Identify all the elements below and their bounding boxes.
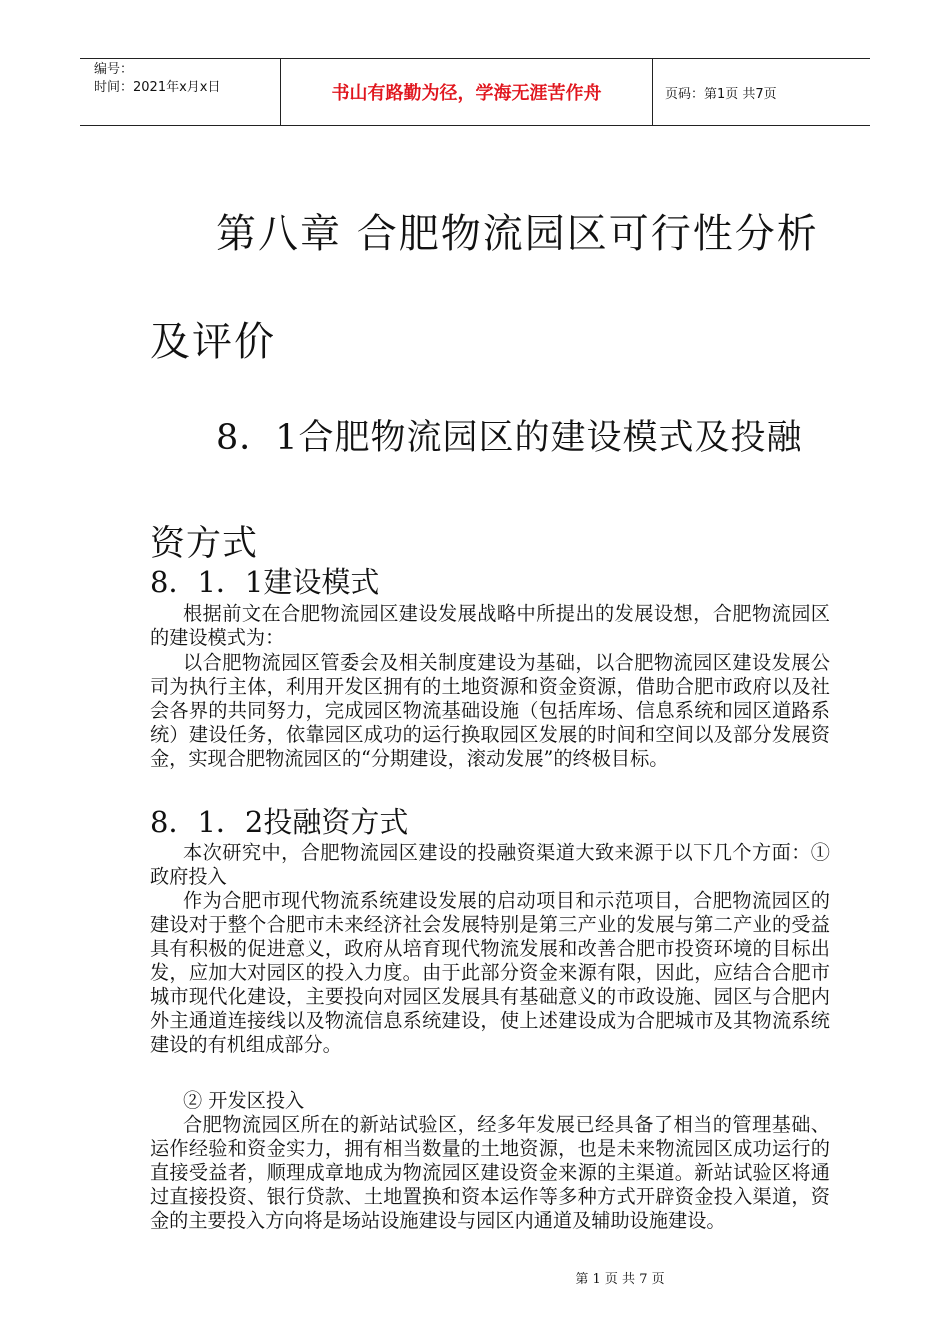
paragraph: 根据前文在合肥物流园区建设发展战略中所提出的发展设想，合肥物流园区的建设模式为： — [150, 602, 830, 649]
subsection-title-financing: 8．1．2投融资方式 — [150, 805, 409, 839]
chapter-title: 第八章 合肥物流园区可行性分析及评价 — [150, 211, 819, 365]
page-footer: 第 1 页 共 7 页 — [575, 1272, 665, 1287]
page-header — [80, 58, 870, 126]
number-label: 编号： — [94, 62, 134, 77]
paragraph: 合肥物流园区所在的新站试验区，经多年发展已经具备了相当的管理基础、运作经验和资金实力，拥有相当数量的土地资源，也是未来物流园区成功运行的直接受益者，顺理成章地成为物流园区建设资金来源的主渠道。新站试验区将通过直接投资、银行贷款、土地置换和资本运作等多种方式开辟资金投入渠道，资金的主要投入方向将是场站设施建设与园区内通道及辅助设施建设。 — [150, 1113, 830, 1232]
paragraph: 作为合肥市现代物流系统建设发展的启动项目和示范项目，合肥物流园区的建设对于整个合肥市未来经济社会发展特别是第三产业的发展与第二产业的受益具有积极的促进意义，政府从培育现代物流发展和改善合肥市投资环境的目标出发，应加大对园区的投入力度。由于此部分资金来源有限，因此，应结合合肥市城市现代化建设，主要投向对园区发展具有基础意义的市政设施、园区与合肥内外主通道连接线以及物流信息系统建设，使上述建设成为合肥城市及其物流系统建设的有机组成部分。 — [150, 889, 830, 1056]
subsection-title-construction-mode: 8．1．1建设模式 — [150, 565, 380, 599]
paragraph: ② 开发区投入 — [183, 1089, 305, 1112]
header-motto: 书山有路勤为径，学海无涯苦作舟 — [281, 59, 653, 125]
section-title: 8．1合肥物流园区的建设模式及投融资方式 — [150, 418, 803, 564]
header-info-cell — [80, 59, 281, 125]
time-label: 时间：2021年x月x日 — [94, 80, 221, 95]
paragraph: 以合肥物流园区管委会及相关制度建设为基础，以合肥物流园区建设发展公司为执行主体，利用开发区拥有的土地资源和资金资源，借助合肥市政府以及社会各界的共同努力，完成园区物流基础设施（包括库场、信息系统和园区道路系统）建设任务，依靠园区成功的运行换取园区发展的时间和空间以及部分发展资金，实现合肥物流园区的“分期建设，滚动发展”的终极目标。 — [150, 651, 830, 770]
header-page-code: 页码：第1页 共7页 — [665, 86, 777, 102]
paragraph: 本次研究中，合肥物流园区建设的投融资渠道大致来源于以下几个方面：①政府投入 — [150, 841, 830, 888]
